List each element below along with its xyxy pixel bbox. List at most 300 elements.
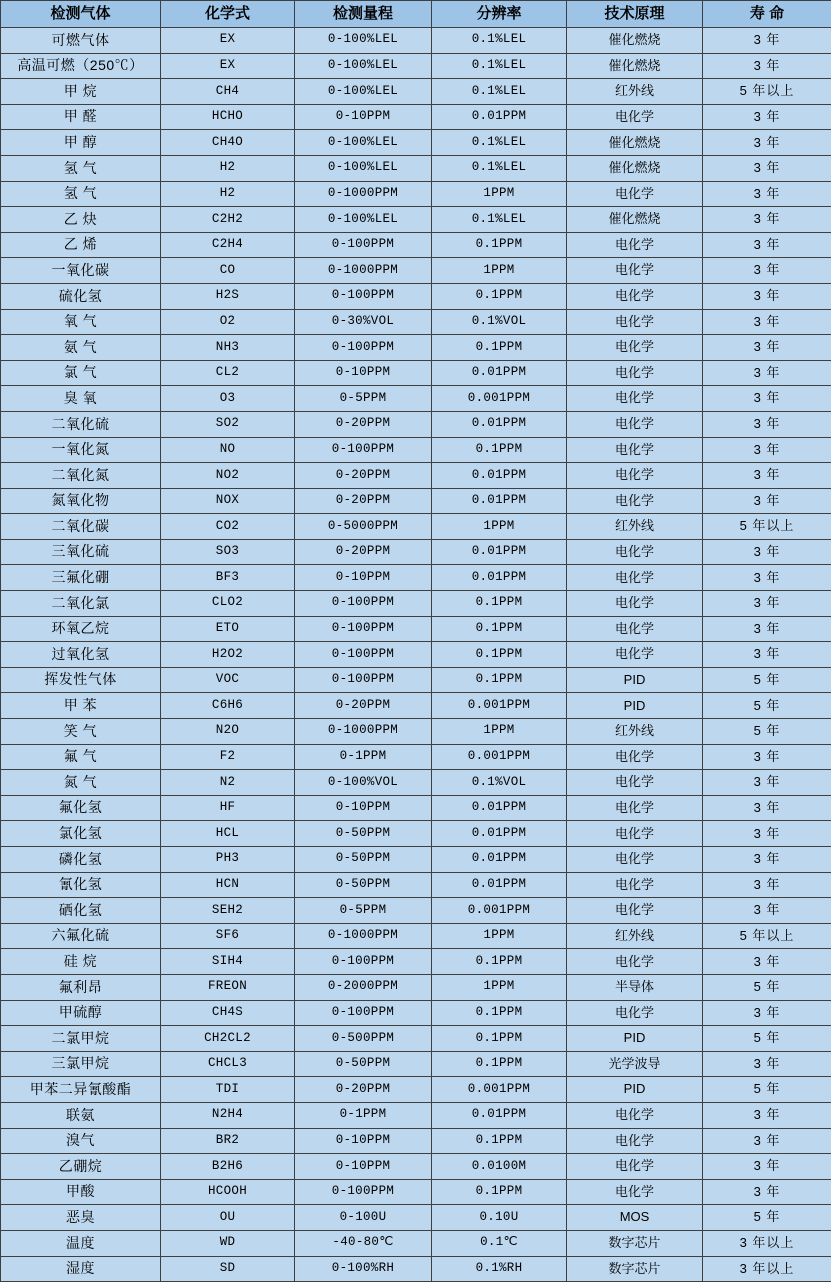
cell-range: 0-1PPM bbox=[295, 744, 432, 770]
cell-life: 3 年 bbox=[703, 949, 831, 975]
cell-life: 3 年 bbox=[703, 770, 831, 796]
table-row bbox=[1, 1000, 831, 1026]
cell-gas-name: 氢 气 bbox=[1, 155, 161, 181]
table-row bbox=[1, 642, 831, 668]
cell-range: 0-50PPM bbox=[295, 847, 432, 873]
cell-gas-name: 一氧化碳 bbox=[1, 258, 161, 284]
table-row bbox=[1, 514, 831, 540]
table-row bbox=[1, 386, 831, 412]
cell-gas-name: 氮氧化物 bbox=[1, 488, 161, 514]
cell-life: 3 年 bbox=[703, 488, 831, 514]
cell-principle: 电化学 bbox=[567, 565, 703, 591]
cell-gas-name: 温度 bbox=[1, 1230, 161, 1256]
cell-life: 3 年 bbox=[703, 53, 831, 79]
cell-gas-name: 联氨 bbox=[1, 1102, 161, 1128]
cell-gas-name: 挥发性气体 bbox=[1, 667, 161, 693]
cell-formula: SIH4 bbox=[161, 949, 295, 975]
cell-range: 0-100PPM bbox=[295, 1000, 432, 1026]
cell-principle: 数字芯片 bbox=[567, 1256, 703, 1282]
cell-formula: VOC bbox=[161, 667, 295, 693]
cell-life: 3 年 bbox=[703, 565, 831, 591]
table-row bbox=[1, 437, 831, 463]
cell-life: 5 年 bbox=[703, 1205, 831, 1231]
cell-principle: 电化学 bbox=[567, 1102, 703, 1128]
cell-formula: NO2 bbox=[161, 463, 295, 489]
column-header-formula: 化学式 bbox=[161, 1, 295, 28]
cell-range: 0-100%LEL bbox=[295, 207, 432, 233]
cell-principle: 电化学 bbox=[567, 360, 703, 386]
cell-range: 0-100PPM bbox=[295, 949, 432, 975]
cell-life: 3 年 bbox=[703, 616, 831, 642]
cell-formula: SEH2 bbox=[161, 898, 295, 924]
cell-formula: C6H6 bbox=[161, 693, 295, 719]
cell-range: 0-1000PPM bbox=[295, 258, 432, 284]
cell-gas-name: 甲 烷 bbox=[1, 79, 161, 105]
cell-resolution: 0.01PPM bbox=[432, 488, 567, 514]
table-row bbox=[1, 1179, 831, 1205]
table-row bbox=[1, 923, 831, 949]
cell-resolution: 1PPM bbox=[432, 258, 567, 284]
cell-life: 3 年 bbox=[703, 181, 831, 207]
cell-formula: EX bbox=[161, 28, 295, 54]
cell-gas-name: 硒化氢 bbox=[1, 898, 161, 924]
cell-principle: 红外线 bbox=[567, 923, 703, 949]
cell-range: 0-100PPM bbox=[295, 283, 432, 309]
cell-life: 3 年 bbox=[703, 821, 831, 847]
cell-principle: 电化学 bbox=[567, 872, 703, 898]
cell-life: 5 年以上 bbox=[703, 923, 831, 949]
cell-gas-name: 氯化氢 bbox=[1, 821, 161, 847]
cell-resolution: 0.1%LEL bbox=[432, 79, 567, 105]
cell-formula: B2H6 bbox=[161, 1154, 295, 1180]
cell-formula: N2 bbox=[161, 770, 295, 796]
table-row bbox=[1, 1205, 831, 1231]
column-header-gas-name: 检测气体 bbox=[1, 1, 161, 28]
cell-principle: PID bbox=[567, 693, 703, 719]
cell-formula: CLO2 bbox=[161, 591, 295, 617]
cell-range: 0-100%RH bbox=[295, 1256, 432, 1282]
cell-life: 5 年 bbox=[703, 1026, 831, 1052]
cell-formula: SF6 bbox=[161, 923, 295, 949]
cell-range: 0-100PPM bbox=[295, 667, 432, 693]
cell-principle: 电化学 bbox=[567, 309, 703, 335]
cell-formula: NO bbox=[161, 437, 295, 463]
table-row bbox=[1, 335, 831, 361]
cell-gas-name: 湿度 bbox=[1, 1256, 161, 1282]
table-row bbox=[1, 488, 831, 514]
cell-principle: PID bbox=[567, 1026, 703, 1052]
cell-formula: N2H4 bbox=[161, 1102, 295, 1128]
cell-life: 5 年 bbox=[703, 1077, 831, 1103]
table-row bbox=[1, 539, 831, 565]
cell-formula: NOX bbox=[161, 488, 295, 514]
table-row bbox=[1, 463, 831, 489]
cell-gas-name: 氰化氢 bbox=[1, 872, 161, 898]
cell-resolution: 0.001PPM bbox=[432, 693, 567, 719]
cell-principle: 电化学 bbox=[567, 770, 703, 796]
cell-range: 0-10PPM bbox=[295, 104, 432, 130]
cell-range: 0-50PPM bbox=[295, 821, 432, 847]
cell-formula: O3 bbox=[161, 386, 295, 412]
cell-range: 0-1PPM bbox=[295, 1102, 432, 1128]
cell-gas-name: 笑 气 bbox=[1, 719, 161, 745]
cell-principle: 电化学 bbox=[567, 949, 703, 975]
table-row bbox=[1, 974, 831, 1000]
cell-resolution: 0.1%LEL bbox=[432, 155, 567, 181]
cell-formula: C2H4 bbox=[161, 232, 295, 258]
cell-life: 5 年以上 bbox=[703, 79, 831, 105]
cell-principle: 电化学 bbox=[567, 1154, 703, 1180]
cell-resolution: 0.10U bbox=[432, 1205, 567, 1231]
cell-gas-name: 氯 气 bbox=[1, 360, 161, 386]
cell-formula: H2O2 bbox=[161, 642, 295, 668]
cell-formula: CL2 bbox=[161, 360, 295, 386]
cell-formula: SO3 bbox=[161, 539, 295, 565]
cell-range: 0-100%LEL bbox=[295, 155, 432, 181]
cell-gas-name: 甲 醛 bbox=[1, 104, 161, 130]
cell-gas-name: 磷化氢 bbox=[1, 847, 161, 873]
cell-resolution: 0.1PPM bbox=[432, 591, 567, 617]
cell-range: 0-20PPM bbox=[295, 1077, 432, 1103]
table-row bbox=[1, 1230, 831, 1256]
cell-life: 3 年 bbox=[703, 1102, 831, 1128]
cell-resolution: 0.1PPM bbox=[432, 616, 567, 642]
cell-gas-name: 二氯甲烷 bbox=[1, 1026, 161, 1052]
cell-principle: 电化学 bbox=[567, 1128, 703, 1154]
cell-life: 3 年以上 bbox=[703, 1256, 831, 1282]
cell-principle: 半导体 bbox=[567, 974, 703, 1000]
cell-resolution: 0.01PPM bbox=[432, 795, 567, 821]
cell-resolution: 0.1PPM bbox=[432, 1128, 567, 1154]
table-row bbox=[1, 744, 831, 770]
cell-principle: 催化燃烧 bbox=[567, 155, 703, 181]
cell-gas-name: 氢 气 bbox=[1, 181, 161, 207]
cell-gas-name: 二氧化氮 bbox=[1, 463, 161, 489]
cell-life: 3 年 bbox=[703, 463, 831, 489]
cell-formula: BR2 bbox=[161, 1128, 295, 1154]
cell-formula: H2S bbox=[161, 283, 295, 309]
cell-formula: C2H2 bbox=[161, 207, 295, 233]
table-header-row bbox=[1, 1, 831, 28]
table-row bbox=[1, 591, 831, 617]
cell-formula: ETO bbox=[161, 616, 295, 642]
cell-gas-name: 六氟化硫 bbox=[1, 923, 161, 949]
cell-life: 3 年 bbox=[703, 28, 831, 54]
cell-resolution: 0.01PPM bbox=[432, 463, 567, 489]
table-row bbox=[1, 411, 831, 437]
cell-gas-name: 三氯甲烷 bbox=[1, 1051, 161, 1077]
cell-formula: CH4O bbox=[161, 130, 295, 156]
cell-formula: EX bbox=[161, 53, 295, 79]
cell-range: 0-10PPM bbox=[295, 1128, 432, 1154]
cell-principle: 红外线 bbox=[567, 719, 703, 745]
cell-principle: 电化学 bbox=[567, 335, 703, 361]
cell-gas-name: 氟化氢 bbox=[1, 795, 161, 821]
table-row bbox=[1, 1026, 831, 1052]
cell-principle: 电化学 bbox=[567, 258, 703, 284]
cell-range: 0-1000PPM bbox=[295, 181, 432, 207]
cell-gas-name: 氮 气 bbox=[1, 770, 161, 796]
cell-life: 3 年 bbox=[703, 642, 831, 668]
cell-life: 3 年 bbox=[703, 360, 831, 386]
cell-range: 0-5PPM bbox=[295, 898, 432, 924]
table-row bbox=[1, 283, 831, 309]
cell-range: 0-100PPM bbox=[295, 642, 432, 668]
cell-formula: HCOOH bbox=[161, 1179, 295, 1205]
cell-range: 0-20PPM bbox=[295, 693, 432, 719]
cell-principle: 电化学 bbox=[567, 616, 703, 642]
cell-life: 3 年 bbox=[703, 283, 831, 309]
cell-gas-name: 一氧化氮 bbox=[1, 437, 161, 463]
cell-principle: 电化学 bbox=[567, 488, 703, 514]
cell-range: 0-10PPM bbox=[295, 565, 432, 591]
cell-principle: 数字芯片 bbox=[567, 1230, 703, 1256]
cell-resolution: 0.1PPM bbox=[432, 949, 567, 975]
cell-life: 5 年 bbox=[703, 974, 831, 1000]
cell-resolution: 0.1PPM bbox=[432, 232, 567, 258]
cell-resolution: 0.001PPM bbox=[432, 898, 567, 924]
cell-principle: 电化学 bbox=[567, 539, 703, 565]
cell-range: 0-20PPM bbox=[295, 488, 432, 514]
cell-formula: SD bbox=[161, 1256, 295, 1282]
table-row bbox=[1, 53, 831, 79]
cell-gas-name: 可燃气体 bbox=[1, 28, 161, 54]
table-row bbox=[1, 667, 831, 693]
cell-resolution: 1PPM bbox=[432, 181, 567, 207]
cell-range: 0-5PPM bbox=[295, 386, 432, 412]
cell-formula: WD bbox=[161, 1230, 295, 1256]
cell-range: 0-100PPM bbox=[295, 1179, 432, 1205]
column-header-principle: 技术原理 bbox=[567, 1, 703, 28]
cell-life: 5 年以上 bbox=[703, 514, 831, 540]
cell-range: 0-100%LEL bbox=[295, 28, 432, 54]
cell-gas-name: 乙硼烷 bbox=[1, 1154, 161, 1180]
cell-gas-name: 甲硫醇 bbox=[1, 1000, 161, 1026]
cell-range: 0-1000PPM bbox=[295, 923, 432, 949]
cell-principle: 电化学 bbox=[567, 104, 703, 130]
cell-range: 0-20PPM bbox=[295, 411, 432, 437]
cell-formula: PH3 bbox=[161, 847, 295, 873]
cell-resolution: 0.001PPM bbox=[432, 744, 567, 770]
cell-life: 3 年 bbox=[703, 1179, 831, 1205]
cell-life: 3 年 bbox=[703, 155, 831, 181]
cell-range: 0-500PPM bbox=[295, 1026, 432, 1052]
cell-resolution: 0.1%LEL bbox=[432, 207, 567, 233]
cell-range: 0-100%LEL bbox=[295, 130, 432, 156]
cell-range: 0-2000PPM bbox=[295, 974, 432, 1000]
cell-principle: 电化学 bbox=[567, 411, 703, 437]
cell-range: 0-10PPM bbox=[295, 1154, 432, 1180]
cell-range: 0-100%VOL bbox=[295, 770, 432, 796]
cell-resolution: 0.01PPM bbox=[432, 872, 567, 898]
cell-formula: HCL bbox=[161, 821, 295, 847]
cell-principle: PID bbox=[567, 667, 703, 693]
cell-resolution: 0.1PPM bbox=[432, 1179, 567, 1205]
cell-resolution: 0.1PPM bbox=[432, 335, 567, 361]
cell-principle: 电化学 bbox=[567, 1000, 703, 1026]
cell-formula: CH4 bbox=[161, 79, 295, 105]
cell-resolution: 0.1%LEL bbox=[432, 130, 567, 156]
table-row bbox=[1, 181, 831, 207]
table-row bbox=[1, 258, 831, 284]
cell-resolution: 0.1%VOL bbox=[432, 309, 567, 335]
cell-resolution: 0.01PPM bbox=[432, 1102, 567, 1128]
cell-formula: HCN bbox=[161, 872, 295, 898]
table-row bbox=[1, 28, 831, 54]
cell-range: 0-20PPM bbox=[295, 539, 432, 565]
cell-gas-name: 甲酸 bbox=[1, 1179, 161, 1205]
cell-life: 3 年以上 bbox=[703, 1230, 831, 1256]
cell-principle: 红外线 bbox=[567, 514, 703, 540]
cell-principle: PID bbox=[567, 1077, 703, 1103]
cell-resolution: 0.1℃ bbox=[432, 1230, 567, 1256]
cell-principle: MOS bbox=[567, 1205, 703, 1231]
cell-life: 3 年 bbox=[703, 258, 831, 284]
cell-formula: OU bbox=[161, 1205, 295, 1231]
cell-life: 3 年 bbox=[703, 411, 831, 437]
table-row bbox=[1, 949, 831, 975]
cell-gas-name: 过氧化氢 bbox=[1, 642, 161, 668]
cell-principle: 电化学 bbox=[567, 795, 703, 821]
cell-formula: TDI bbox=[161, 1077, 295, 1103]
cell-life: 3 年 bbox=[703, 1128, 831, 1154]
cell-principle: 电化学 bbox=[567, 463, 703, 489]
cell-resolution: 0.01PPM bbox=[432, 539, 567, 565]
cell-resolution: 0.1%RH bbox=[432, 1256, 567, 1282]
cell-principle: 电化学 bbox=[567, 386, 703, 412]
cell-gas-name: 三氟化硼 bbox=[1, 565, 161, 591]
cell-principle: 催化燃烧 bbox=[567, 53, 703, 79]
cell-resolution: 0.1%VOL bbox=[432, 770, 567, 796]
cell-life: 3 年 bbox=[703, 309, 831, 335]
table-row bbox=[1, 847, 831, 873]
cell-resolution: 0.1PPM bbox=[432, 642, 567, 668]
cell-gas-name: 硅 烷 bbox=[1, 949, 161, 975]
cell-range: 0-50PPM bbox=[295, 872, 432, 898]
cell-principle: 电化学 bbox=[567, 642, 703, 668]
cell-gas-name: 乙 烯 bbox=[1, 232, 161, 258]
cell-formula: H2 bbox=[161, 155, 295, 181]
cell-range: 0-100PPM bbox=[295, 335, 432, 361]
cell-principle: 红外线 bbox=[567, 79, 703, 105]
cell-range: 0-5000PPM bbox=[295, 514, 432, 540]
cell-formula: BF3 bbox=[161, 565, 295, 591]
table-row bbox=[1, 565, 831, 591]
cell-principle: 电化学 bbox=[567, 744, 703, 770]
table-row bbox=[1, 795, 831, 821]
cell-formula: N2O bbox=[161, 719, 295, 745]
cell-resolution: 0.1PPM bbox=[432, 437, 567, 463]
cell-formula: CO bbox=[161, 258, 295, 284]
table-row bbox=[1, 232, 831, 258]
table-row bbox=[1, 207, 831, 233]
cell-range: 0-100PPM bbox=[295, 591, 432, 617]
table-row bbox=[1, 155, 831, 181]
cell-formula: CH2CL2 bbox=[161, 1026, 295, 1052]
cell-range: 0-10PPM bbox=[295, 795, 432, 821]
table-row bbox=[1, 693, 831, 719]
cell-resolution: 0.1%LEL bbox=[432, 28, 567, 54]
cell-resolution: 0.01PPM bbox=[432, 565, 567, 591]
cell-gas-name: 氧 气 bbox=[1, 309, 161, 335]
column-header-life: 寿 命 bbox=[703, 1, 831, 28]
cell-resolution: 0.01PPM bbox=[432, 360, 567, 386]
cell-gas-name: 臭 氧 bbox=[1, 386, 161, 412]
cell-resolution: 0.01PPM bbox=[432, 104, 567, 130]
cell-resolution: 1PPM bbox=[432, 719, 567, 745]
cell-life: 3 年 bbox=[703, 207, 831, 233]
table-row bbox=[1, 770, 831, 796]
cell-principle: 电化学 bbox=[567, 437, 703, 463]
cell-principle: 电化学 bbox=[567, 232, 703, 258]
cell-life: 3 年 bbox=[703, 386, 831, 412]
cell-resolution: 0.01PPM bbox=[432, 411, 567, 437]
cell-range: 0-100U bbox=[295, 1205, 432, 1231]
table-row bbox=[1, 1154, 831, 1180]
table-header bbox=[1, 1, 831, 28]
table-row bbox=[1, 1128, 831, 1154]
cell-range: 0-30%VOL bbox=[295, 309, 432, 335]
cell-range: 0-100PPM bbox=[295, 232, 432, 258]
cell-principle: 催化燃烧 bbox=[567, 207, 703, 233]
cell-principle: 电化学 bbox=[567, 821, 703, 847]
cell-gas-name: 甲 醇 bbox=[1, 130, 161, 156]
cell-life: 3 年 bbox=[703, 232, 831, 258]
table-row bbox=[1, 616, 831, 642]
cell-life: 3 年 bbox=[703, 130, 831, 156]
cell-gas-name: 二氧化硫 bbox=[1, 411, 161, 437]
cell-gas-name: 二氧化碳 bbox=[1, 514, 161, 540]
cell-principle: 催化燃烧 bbox=[567, 28, 703, 54]
cell-range: 0-20PPM bbox=[295, 463, 432, 489]
cell-gas-name: 三氧化硫 bbox=[1, 539, 161, 565]
column-header-range: 检测量程 bbox=[295, 1, 432, 28]
cell-gas-name: 氟利昂 bbox=[1, 974, 161, 1000]
cell-formula: CO2 bbox=[161, 514, 295, 540]
cell-formula: O2 bbox=[161, 309, 295, 335]
cell-life: 3 年 bbox=[703, 872, 831, 898]
cell-resolution: 0.1PPM bbox=[432, 1000, 567, 1026]
cell-resolution: 1PPM bbox=[432, 514, 567, 540]
cell-principle: 电化学 bbox=[567, 591, 703, 617]
cell-formula: HF bbox=[161, 795, 295, 821]
cell-principle: 电化学 bbox=[567, 1179, 703, 1205]
cell-formula: H2 bbox=[161, 181, 295, 207]
cell-principle: 催化燃烧 bbox=[567, 130, 703, 156]
cell-life: 3 年 bbox=[703, 591, 831, 617]
cell-resolution: 0.1PPM bbox=[432, 1051, 567, 1077]
table-body bbox=[1, 28, 831, 1282]
cell-principle: 电化学 bbox=[567, 847, 703, 873]
cell-resolution: 0.1PPM bbox=[432, 667, 567, 693]
column-header-resolution: 分辨率 bbox=[432, 1, 567, 28]
cell-resolution: 0.1PPM bbox=[432, 1026, 567, 1052]
cell-range: 0-100%LEL bbox=[295, 79, 432, 105]
cell-principle: 电化学 bbox=[567, 898, 703, 924]
cell-life: 3 年 bbox=[703, 847, 831, 873]
cell-range: 0-100PPM bbox=[295, 437, 432, 463]
cell-range: -40-80℃ bbox=[295, 1230, 432, 1256]
table-row bbox=[1, 872, 831, 898]
cell-resolution: 0.01PPM bbox=[432, 821, 567, 847]
table-row bbox=[1, 1102, 831, 1128]
cell-life: 3 年 bbox=[703, 795, 831, 821]
cell-principle: 光学波导 bbox=[567, 1051, 703, 1077]
cell-range: 0-50PPM bbox=[295, 1051, 432, 1077]
cell-resolution: 1PPM bbox=[432, 923, 567, 949]
table-row bbox=[1, 1051, 831, 1077]
cell-formula: SO2 bbox=[161, 411, 295, 437]
